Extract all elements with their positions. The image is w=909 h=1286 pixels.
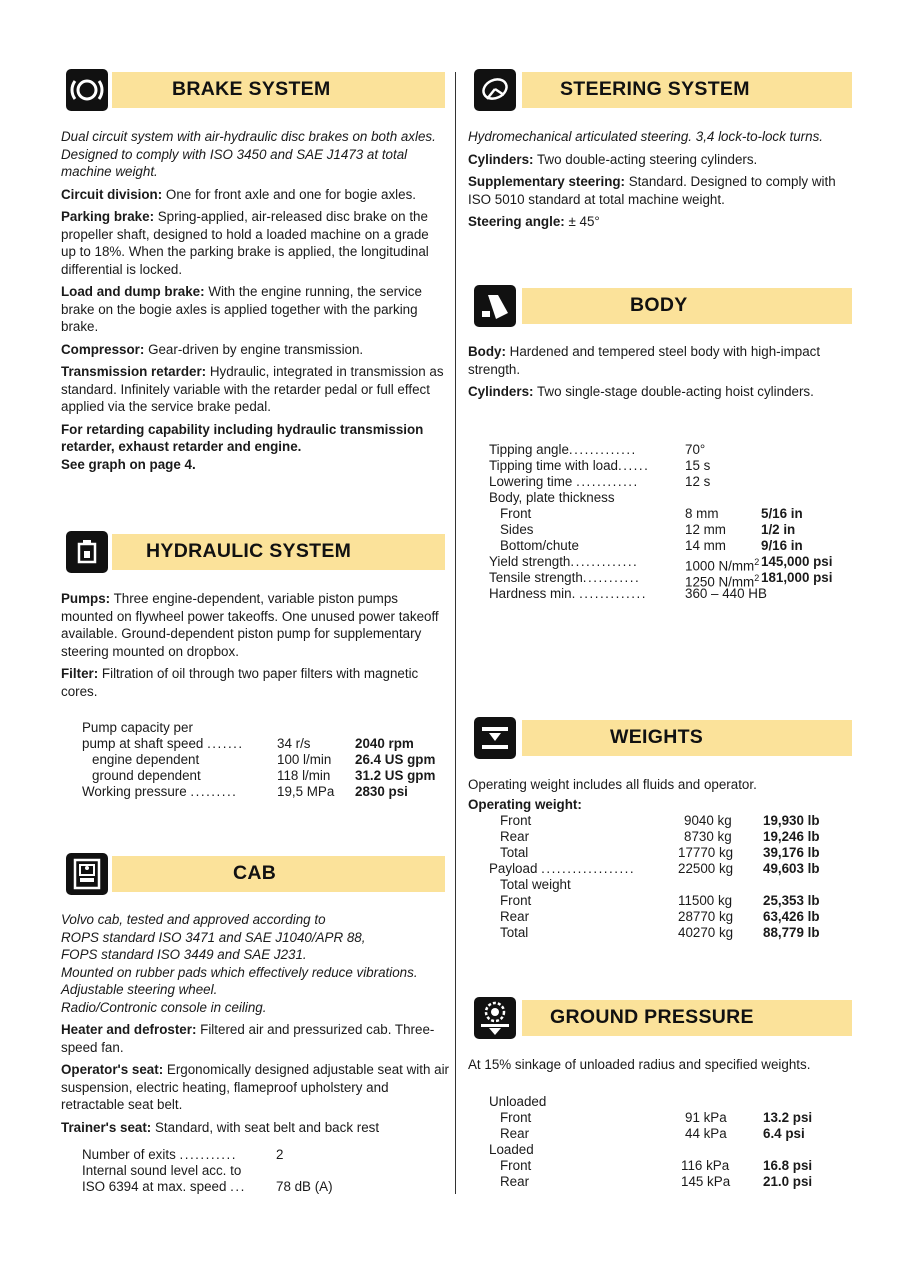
steering-system-body <box>468 128 853 236</box>
weights-intro: Operating weight includes all fluids and operator. <box>468 777 757 792</box>
body-title: BODY <box>630 294 688 316</box>
ground-pressure-icon <box>474 997 516 1039</box>
weights-row: Rear 8730 kg 19,246 lb <box>500 829 820 844</box>
ground-row: Front 116 kPa 16.8 psi <box>500 1158 813 1173</box>
cab-operator-seat: Operator's seat: Ergonomically designed adjustable seat with air suspension, electric heating, flameproof upholstery and retractable seat belt. <box>61 1062 449 1112</box>
brake-system-header <box>60 72 445 108</box>
body-table <box>489 442 859 604</box>
brake-capability: For retarding capability including hydraulic transmission retarder, exhaust retarder and engine. See graph on page 4. <box>61 421 424 472</box>
brake-system-title: BRAKE SYSTEM <box>172 78 331 100</box>
ground-intro: At 15% sinkage of unloaded radius and specified weights. <box>468 1057 811 1072</box>
hydraulic-system-title: HYDRAULIC SYSTEM <box>146 540 352 562</box>
ground-pressure-title: GROUND PRESSURE <box>550 1006 754 1028</box>
body-row-10: Hardness min. ............. 360 – 440 HB <box>489 586 767 601</box>
steering-cylinders: Cylinders: Two double-acting steering cylinders. <box>468 151 758 167</box>
body-row-6: Sides 12 mm 1/2 in <box>500 522 796 537</box>
ground-row: Rear 44 kPa 6.4 psi <box>500 1126 805 1141</box>
weights-row: Front 11500 kg 25,353 lb <box>500 893 820 908</box>
cab-body <box>61 911 449 1141</box>
cab-row-2: Internal sound level acc. to <box>82 1163 242 1178</box>
cab-table <box>82 1147 442 1197</box>
weights-table <box>468 797 848 943</box>
hydraulic-filter: Filter: Filtration of oil through two paper filters with magnetic cores. <box>61 666 419 699</box>
cab-heater: Heater and defroster: Filtered air and pressurized cab. Three-speed fan. <box>61 1022 435 1055</box>
cab-intro: Volvo cab, tested and approved according to ROPS standard ISO 3471 and SAE J1040/APR 88, FOPS standard ISO 3449 and SAE J231. Mounted on rubber pads which effectively reduce vibrations. Adjustable steering wheel. Radio/Contronic console in ceiling. <box>61 912 418 1015</box>
body-header <box>470 288 852 324</box>
weights-row: Rear 28770 kg 63,426 lb <box>500 909 820 924</box>
hydraulic-row-1: Pump capacity per <box>82 720 193 735</box>
weight-scale-icon <box>474 717 516 759</box>
hydraulic-table <box>82 720 452 810</box>
body-row-1: Tipping angle............. 70° <box>489 442 706 457</box>
cab-row-1: Number of exits ........... 2 <box>82 1147 284 1162</box>
brake-compressor: Compressor: Gear-driven by engine transmission. <box>61 341 364 357</box>
cab-header <box>60 856 445 892</box>
hydraulic-system-header <box>60 534 445 570</box>
weights-title: WEIGHTS <box>610 726 704 748</box>
brake-retarder: Transmission retarder: Hydraulic, integrated in transmission as standard. Infinitely variable with the retarder pedal or full effect applied via the service brake pedal. <box>61 364 444 414</box>
weights-row: Total 40270 kg 88,779 lb <box>500 925 820 940</box>
weights-header <box>470 720 852 756</box>
cab-title: CAB <box>233 862 277 884</box>
steering-system-header <box>470 72 852 108</box>
hydraulic-pumps: Pumps: Three engine-dependent, variable piston pumps mounted on flywheel power takeoffs. One unused power takeoff available. Ground-dependent piston pump for supplementary steering mounted on dropbox. <box>61 591 439 659</box>
hydraulic-row-2: pump at shaft speed ....... 34 r/s 2040 rpm <box>82 736 414 751</box>
body-description: Body: Hardened and tempered steel body with high-impact strength. <box>468 344 821 377</box>
body-cylinders: Cylinders: Two single-stage double-acting hoist cylinders. <box>468 384 814 399</box>
cab-trainer-seat: Trainer's seat: Standard, with seat belt and back rest <box>61 1119 380 1135</box>
hydraulic-row-5: Working pressure ......... 19,5 MPa 2830 psi <box>82 784 408 799</box>
ground-unloaded-label: Unloaded <box>489 1094 547 1109</box>
weights-op-label: Operating weight: <box>468 797 582 812</box>
ground-row: Rear 145 kPa 21.0 psi <box>500 1174 813 1189</box>
steering-supplementary: Supplementary steering: Standard. Designed to comply with ISO 5010 standard at total machine weight. <box>468 174 836 207</box>
weights-row: Total 17770 kg 39,176 lb <box>500 845 820 860</box>
body-row-5: Front 8 mm 5/16 in <box>500 506 803 521</box>
steering-angle: Steering angle: ± 45° <box>468 214 600 229</box>
brake-system-body <box>61 128 446 478</box>
body-row-9: Tensile strength........... 1250 $N/mm^2$ 181,000 psi <box>489 570 833 590</box>
steering-system-title: STEERING SYSTEM <box>560 78 750 100</box>
hydraulic-system-body <box>61 590 446 705</box>
hydraulic-row-3: engine dependent 100 l/min 26.4 US gpm <box>92 752 436 767</box>
ground-pressure-table <box>489 1094 849 1190</box>
ground-row: Front 91 kPa 13.2 psi <box>500 1110 813 1125</box>
steering-intro: Hydromechanical articulated steering. 3,4 lock-to-lock turns. <box>468 129 824 144</box>
brake-load-dump: Load and dump brake: With the engine running, the service brake on the bogie axles is applied together with the parking brake. <box>61 284 422 334</box>
brake-intro: Dual circuit system with air-hydraulic disc brakes on both axles. Designed to comply with ISO 3450 and SAE J1473 at total machine weight. <box>61 129 436 179</box>
ground-loaded-label: Loaded <box>489 1142 534 1157</box>
body-row-4: Body, plate thickness <box>489 490 615 505</box>
steering-wheel-icon <box>474 69 516 111</box>
body-body <box>468 343 853 406</box>
body-row-7: Bottom/chute 14 mm 9/16 in <box>500 538 803 553</box>
column-divider <box>455 72 456 1194</box>
brake-icon <box>66 69 108 111</box>
cab-icon <box>66 853 108 895</box>
weights-total-label: Total weight <box>500 877 571 892</box>
weights-body <box>468 776 853 799</box>
ground-pressure-header <box>470 1000 852 1036</box>
hydraulic-row-4: ground dependent 118 l/min 31.2 US gpm <box>92 768 436 783</box>
cab-row-3: ISO 6394 at max. speed ... 78 dB (A) <box>82 1179 333 1194</box>
body-row-8: Yield strength............. 1000 $N/mm^2$ 145,000 psi <box>489 554 833 574</box>
body-row-2: Tipping time with load...... 15 s <box>489 458 711 473</box>
body-row-3: Lowering time ............ 12 s <box>489 474 711 489</box>
weights-row: Front 9040 kg 19,930 lb <box>500 813 820 828</box>
hydraulic-tank-icon <box>66 531 108 573</box>
brake-parking: Parking brake: Spring-applied, air-released disc brake on the propeller shaft, designed to hold a loaded machine on a grade up to 18%. When the parking brake is applied, the longitudinal differential is locked. <box>61 209 429 277</box>
dump-body-icon <box>474 285 516 327</box>
weights-payload-row: Payload .................. 22500 kg 49,603 lb <box>489 861 820 876</box>
ground-pressure-body <box>468 1056 853 1079</box>
brake-circuit: Circuit division: One for front axle and one for bogie axles. <box>61 186 417 202</box>
